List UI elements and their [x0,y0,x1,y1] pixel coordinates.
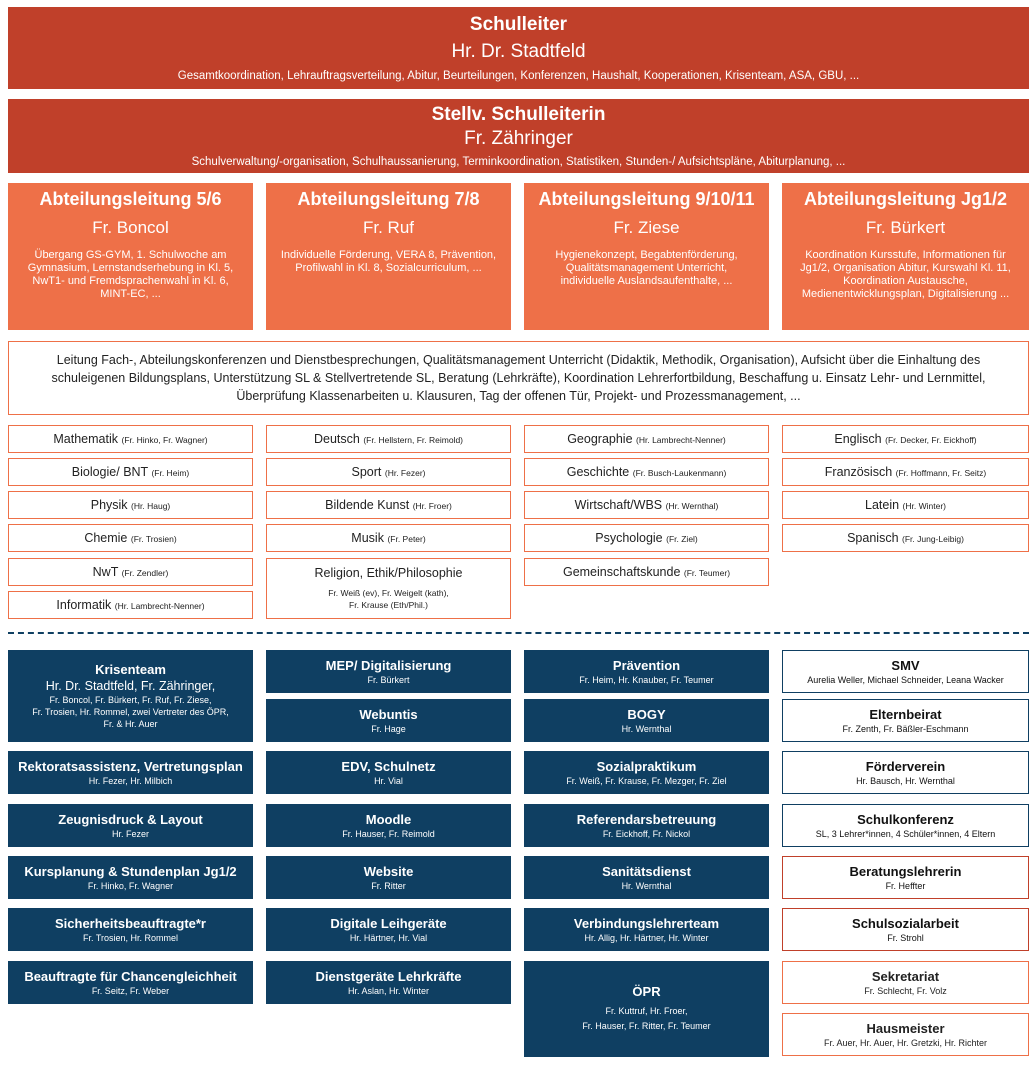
department-desc: Individuelle Förderung, VERA 8, Prävention, Profilwahl in Kl. 8, Sozialcurriculum, ... [280,249,497,274]
role-box [8,961,253,1004]
department-title: Abteilungsleitung 7/8 [297,189,480,209]
box-title: Prävention [612,657,681,673]
box-sub: Fr. Ritter [371,880,406,891]
role-box [266,961,511,1004]
subject-persons: (Fr. Hellstern, Fr. Reimold) [363,435,463,445]
role-box [8,751,253,794]
role-box [782,751,1029,794]
box-sub: Fr. & Hr. Auer [103,719,158,729]
role-box [8,804,253,847]
box-title: SMV [891,657,920,673]
box-title: Digitale Leihgeräte [330,915,447,931]
subject-name: Religion, Ethik/Philosophie [314,566,463,580]
role-box [782,961,1029,1004]
religion-box [266,558,511,619]
subject-persons: (Fr. Zendler) [121,568,169,578]
subject-box [524,558,769,586]
box-title: Zeugnisdruck & Layout [58,811,203,827]
role-box [266,804,511,847]
subject-box [782,458,1029,486]
subject-persons: (Hr. Lambrecht-Nenner) [114,601,205,611]
department-box [524,183,769,330]
deputy-desc: Schulverwaltung/-organisation, Schulhaussanierung, Terminkoordination, Statistiken, Stunden-/ Aufsichtspläne, Abiturplanung, ... [191,155,846,168]
box-title: ÖPR [632,984,661,999]
department-desc: Koordination Kursstufe, Informationen für Jg1/2, Organisation Abitur, Kurswahl Kl. 11, Koordination Austausche, Medienentwicklungsplan, Digitalisierung ... [800,249,1011,300]
department-box [782,183,1029,330]
box-sub: Fr. Hinko, Fr. Wagner [87,880,174,891]
box-title: Webuntis [359,706,418,722]
department-head: Fr. Boncol [92,218,169,237]
box-title: Sanitätsdienst [602,863,691,879]
box-title: Rektoratsassistenz, Vertretungsplan [18,758,243,774]
box-sub: Fr. Schlecht, Fr. Volz [864,985,947,996]
subject-box [8,591,253,619]
box-sub: Fr. Trosien, Hr. Rommel, zwei Vertreter des ÖPR, [32,707,229,717]
deputy-title: Stellv. Schulleiterin [431,103,606,125]
role-box [524,804,769,847]
subject-persons: (Fr. Decker, Fr. Eickhoff) [885,435,977,445]
subject-name: Spanisch [847,531,899,545]
subject-box [782,425,1029,453]
leadership-tasks-box [8,341,1029,415]
subject-box [266,425,511,453]
box-title: Sicherheitsbeauftragte*r [55,915,206,931]
department-title: Abteilungsleitung 9/10/11 [538,189,755,209]
box-sub: Fr. Boncol, Fr. Bürkert, Fr. Ruf, Fr. Ziese, [49,695,212,705]
box-title: Sozialpraktikum [596,758,697,774]
box-title: Website [363,863,414,879]
role-box [782,856,1029,899]
dashed-divider [8,632,1029,634]
box-sub: Aurelia Weller, Michael Schneider, Leana Wacker [807,674,1004,685]
box-sub: Fr. Zenth, Fr. Bäßler-Eschmann [842,723,969,734]
subject-persons: (Hr. Winter) [902,501,946,511]
box-title: Förderverein [865,758,946,774]
role-box [266,751,511,794]
department-head: Fr. Ziese [613,218,680,237]
subject-persons: (Hr. Haug) [131,501,171,511]
box-sub: Fr. Heffter [885,880,926,891]
role-box [266,908,511,951]
box-sub: Hr. Wernthal [621,723,672,734]
subject-name: Gemeinschaftskunde [562,565,681,579]
box-sub: Hr. Härtner, Hr. Vial [349,932,428,943]
box-sub: Fr. Auer, Hr. Auer, Hr. Gretzki, Hr. Richter [823,1037,988,1048]
box-sub: Fr. Hauser, Fr. Ritter, Fr. Teumer [582,1021,711,1031]
box-sub: Hr. Aslan, Hr. Winter [347,985,430,996]
subject-box [266,491,511,519]
deputy-name: Fr. Zähringer [464,127,573,149]
box-title: Hausmeister [866,1020,945,1036]
subject-persons: (Fr. Busch-Laukenmann) [632,468,727,478]
role-box [524,856,769,899]
leadership-tasks-text: Leitung Fach-, Abteilungskonferenzen und Dienstbesprechungen, Qualitätsmanagement Unterricht (Didaktik, Methodik, Organisation), Aufsicht über die Einhaltung des schuleigenen Bildungsplans, Unterstützung SL & Stellvertretende SL, Beratung (Lehrkräfte), Koordination Lehrerfortbildung, Beschaffung u. Einsatz Lehr- und Lernmittel, Überprüfung Klassenarbeiten u. Klausuren, Tag der offenen Tür, Projekt- und Prozessmanagement, ... [51,353,986,403]
subject-persons: (Hr. Fezer) [384,468,426,478]
subject-name: Bildende Kunst [325,498,410,512]
schulleiter-name: Hr. Dr. Stadtfeld [451,40,586,62]
subject-box [782,491,1029,519]
role-box [8,908,253,951]
role-box [524,908,769,951]
box-sub: Hr. Fezer [111,828,149,839]
role-box [782,1013,1029,1056]
subject-box [524,524,769,552]
department-desc: Hygienekonzept, Begabtenförderung, Qualitätsmanagement Unterricht, individuelle Auslandsaufenthalte, ... [555,249,738,287]
subject-box [524,425,769,453]
department-title: Abteilungsleitung Jg1/2 [803,189,1008,209]
subject-box [524,491,769,519]
subject-box [782,524,1029,552]
subject-name: Englisch [834,432,882,446]
schulleiter-desc: Gesamtkoordination, Lehrauftragsverteilung, Abitur, Beurteilungen, Konferenzen, Haushalt, Kooperationen, Krisenteam, ASA, GBU, ... [177,69,860,82]
box-sub: Fr. Kuttruf, Hr. Froer, [605,1006,688,1016]
box-title: Verbindungslehrerteam [573,915,720,931]
subject-name: Biologie/ BNT [71,465,148,479]
krisenteam-box [8,650,253,742]
subject-name: Physik [90,498,128,512]
role-box [782,650,1029,693]
box-sub: Fr. Eickhoff, Fr. Nickol [602,828,691,839]
box-title: MEP/ Digitalisierung [325,657,452,673]
subject-persons: (Fr. Trosien) [130,534,177,544]
subject-name: Geographie [567,432,633,446]
subject-persons: (Fr. Hinko, Fr. Wagner) [121,435,208,445]
box-title: Kursplanung & Stundenplan Jg1/2 [24,863,237,879]
department-head: Fr. Ruf [362,218,414,237]
role-box [782,908,1029,951]
schulleiter-box [8,7,1029,89]
subject-name: Musik [351,531,384,545]
box-sub: Fr. Heim, Hr. Knauber, Fr. Teumer [579,674,714,685]
department-box [266,183,511,330]
box-sub: Hr. Dr. Stadtfeld, Fr. Zähringer, [45,679,216,693]
role-box [266,699,511,742]
subject-persons: (Fr. Ziel) [666,534,698,544]
oepr-box [524,961,769,1057]
role-box [266,650,511,693]
department-head: Fr. Bürkert [865,218,946,237]
box-sub: Hr. Allig, Hr. Härtner, Hr. Winter [584,932,709,943]
subject-box [8,458,253,486]
box-title: Beratungslehrerin [849,863,962,879]
box-title: Sekretariat [871,968,940,984]
subject-name: Latein [865,498,900,512]
box-sub: Hr. Wernthal [621,880,672,891]
subject-persons: (Fr. Jung-Leibig) [902,534,964,544]
subject-persons: (Hr. Lambrecht-Nenner) [636,435,726,445]
subject-name: Psychologie [595,531,663,545]
subject-name: Wirtschaft/WBS [574,498,663,512]
box-sub: Fr. Trosien, Hr. Rommel [82,932,179,943]
box-sub: Fr. Hauser, Fr. Reimold [342,828,435,839]
subject-name: Französisch [824,465,893,479]
box-title: Schulkonferenz [857,811,954,827]
subject-persons: Fr. Krause (Eth/Phil.) [349,600,428,610]
subject-name: Chemie [84,531,128,545]
box-title: Referendarsbetreuung [576,811,717,827]
box-title: Elternbeirat [869,706,942,722]
role-box [8,856,253,899]
subject-name: NwT [92,565,119,579]
subject-persons: (Hr. Wernthal) [665,501,719,511]
subject-box [8,524,253,552]
department-desc: Übergang GS-GYM, 1. Schulwoche am Gymnasium, Lernstandserhebung in Kl. 5, NwT1- und Fremdsprachenwahl in Kl. 6, MINT-EC, ... [27,249,234,300]
box-sub: Hr. Vial [374,775,403,786]
box-sub: Fr. Strohl [887,932,924,943]
box-sub: Fr. Weiß, Fr. Krause, Fr. Mezger, Fr. Ziel [566,775,727,786]
department-title: Abteilungsleitung 5/6 [39,189,222,209]
box-title: Moodle [365,811,412,827]
box-title: Beauftragte für Chancengleichheit [24,968,237,984]
subject-persons: Fr. Weiß (ev), Fr. Weigelt (kath), [328,588,449,598]
subject-box [266,524,511,552]
role-box [524,751,769,794]
subject-box [8,558,253,586]
role-box [782,804,1029,847]
box-sub: Fr. Seitz, Fr. Weber [91,985,170,996]
box-title: Schulsozialarbeit [852,915,959,931]
subject-box [8,491,253,519]
box-sub: Hr. Fezer, Hr. Milbich [88,775,173,786]
subject-box [266,458,511,486]
subject-name: Informatik [56,598,112,612]
box-sub: Hr. Bausch, Hr. Wernthal [856,775,955,786]
box-sub: SL, 3 Lehrer*innen, 4 Schüler*innen, 4 Eltern [815,828,996,839]
subject-name: Deutsch [314,432,360,446]
schulleiter-title: Schulleiter [469,13,568,35]
box-title: BOGY [627,706,666,722]
role-box [524,699,769,742]
department-box [8,183,253,330]
box-sub: Fr. Hage [371,723,406,734]
subject-persons: (Fr. Peter) [387,534,426,544]
box-sub: Fr. Bürkert [367,674,410,685]
role-box [524,650,769,693]
box-title: EDV, Schulnetz [341,758,436,774]
role-box [266,856,511,899]
subject-name: Sport [351,465,382,479]
subject-box [524,458,769,486]
deputy-box [8,99,1029,173]
subject-box [8,425,253,453]
subject-name: Mathematik [53,432,118,446]
subject-persons: (Fr. Heim) [151,468,190,478]
subject-persons: (Fr. Teumer) [683,568,731,578]
subject-persons: (Fr. Hoffmann, Fr. Seitz) [895,468,987,478]
role-box [782,699,1029,742]
subject-persons: (Hr. Froer) [412,501,452,511]
box-title: Krisenteam [95,662,166,677]
box-title: Dienstgeräte Lehrkräfte [315,968,462,984]
subject-name: Geschichte [566,465,630,479]
